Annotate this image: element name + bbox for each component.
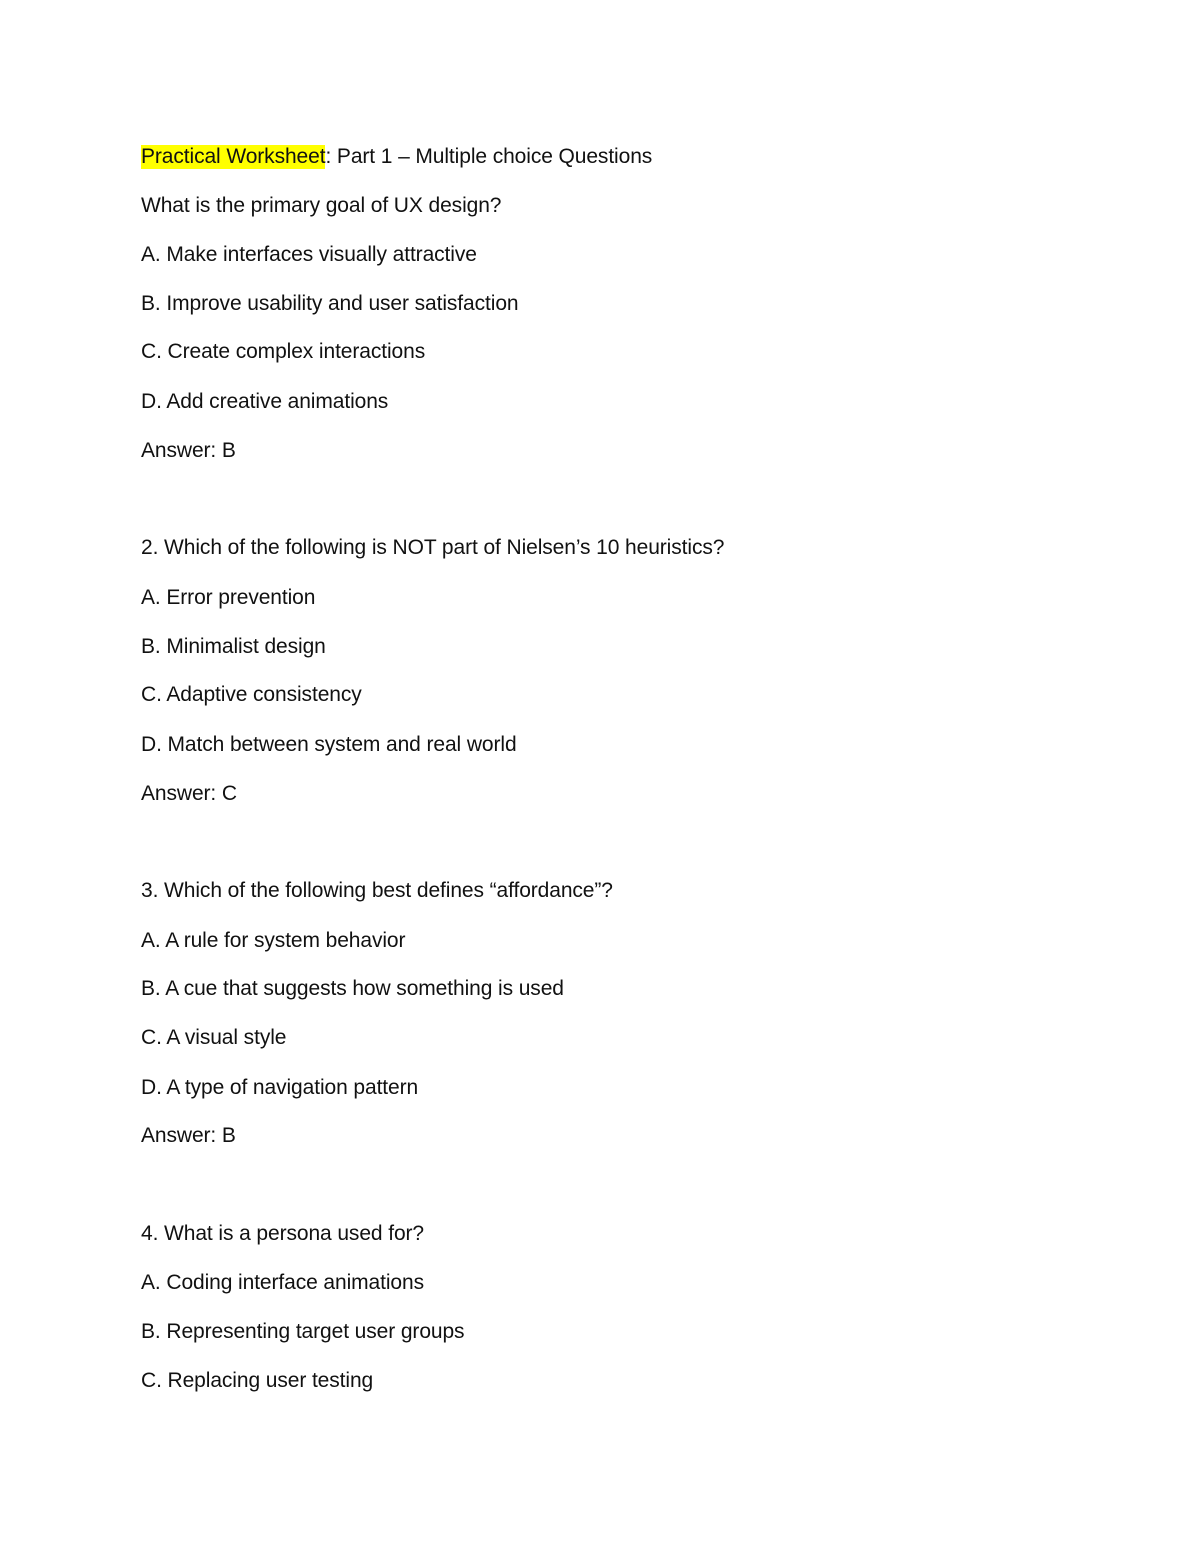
question-3-option-c: C. A visual style — [141, 1026, 287, 1049]
question-2-answer: Answer: C — [141, 782, 237, 805]
question-4-option-a: A. Coding interface animations — [141, 1271, 424, 1294]
question-2-option-a: A. Error prevention — [141, 586, 316, 609]
question-1-text: What is the primary goal of UX design? — [141, 194, 502, 217]
worksheet-title — [141, 144, 652, 170]
question-2-option-b: B. Minimalist design — [141, 635, 326, 658]
title-highlight: Practical Worksheet — [141, 145, 326, 168]
question-3-answer: Answer: B — [141, 1124, 236, 1147]
question-3-option-d: D. A type of navigation pattern — [141, 1076, 419, 1099]
question-4-text: 4. What is a persona used for? — [141, 1222, 424, 1245]
question-1-option-b: B. Improve usability and user satisfaction — [141, 292, 519, 315]
question-1-option-a: A. Make interfaces visually attractive — [141, 243, 477, 266]
title-rest: : Part 1 – Multiple choice Questions — [325, 145, 653, 168]
question-4-option-b: B. Representing target user groups — [141, 1320, 465, 1343]
question-2-option-c: C. Adaptive consistency — [141, 683, 362, 706]
question-4-option-c: C. Replacing user testing — [141, 1369, 374, 1392]
question-3-text: 3. Which of the following best defines “affordance”? — [141, 879, 613, 902]
question-2-option-d: D. Match between system and real world — [141, 733, 517, 756]
question-1-option-c: C. Create complex interactions — [141, 340, 426, 363]
question-3-option-a: A. A rule for system behavior — [141, 929, 406, 952]
question-3-option-b: B. A cue that suggests how something is used — [141, 977, 564, 1000]
question-2-text: 2. Which of the following is NOT part of Nielsen’s 10 heuristics? — [141, 536, 725, 559]
question-1-answer: Answer: B — [141, 439, 236, 462]
question-1-option-d: D. Add creative animations — [141, 390, 389, 413]
